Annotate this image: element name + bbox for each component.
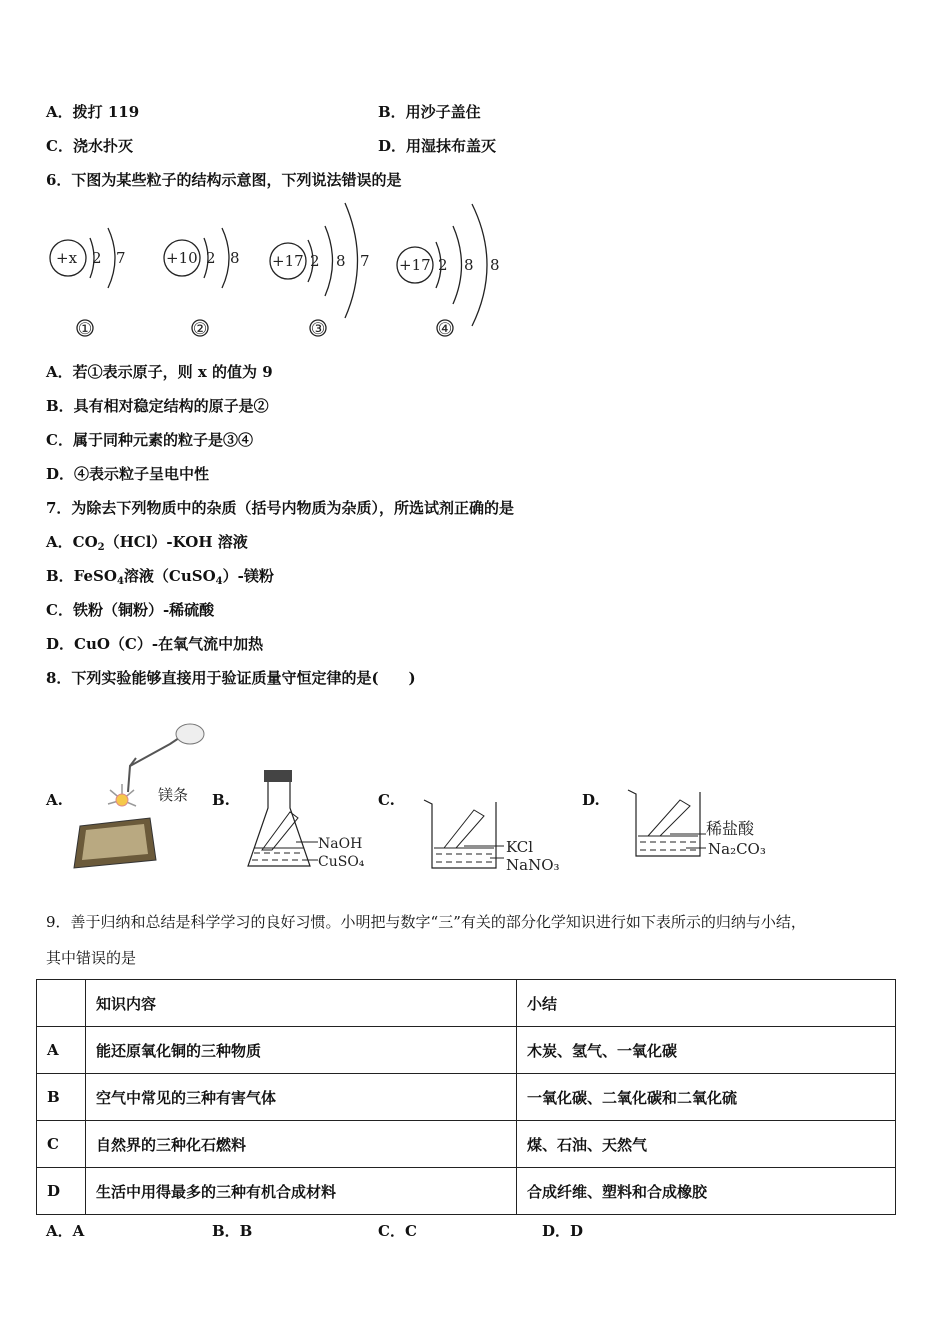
table-header-cell: 小结	[517, 980, 896, 1027]
q7-option-b	[46, 566, 274, 592]
particle-3-shell-2: 8	[336, 252, 346, 270]
q5-option-c: C．浇水扑灭	[46, 137, 133, 155]
q9-option-c: C．C	[378, 1222, 417, 1240]
q7-option-d: D．CuO（C）-在氧气流中加热	[46, 635, 264, 653]
table-cell: B	[37, 1074, 86, 1121]
particle-3-nucleus: +17	[272, 252, 304, 270]
particle-1-shell-1: 2	[92, 249, 102, 267]
q9-option-a: A．A	[46, 1222, 85, 1240]
na2co3-label: Na₂CO₃	[708, 840, 766, 858]
q8-apparatus-c	[420, 796, 570, 874]
particle-1-nucleus: +x	[56, 249, 78, 267]
q7-option-c: C．铁粉（铜粉）-稀硫酸	[46, 601, 215, 619]
q6-stem: 6．下图为某些粒子的结构示意图，下列说法错误的是	[46, 171, 402, 189]
particle-3-shell-3: 7	[360, 252, 370, 270]
table-row	[37, 1168, 896, 1215]
q8-apparatus-b	[240, 768, 380, 872]
q8-stem: 8．下列实验能够直接用于验证质量守恒定律的是( )	[46, 669, 416, 687]
table-row	[37, 1027, 896, 1074]
table-cell: 一氧化碳、二氧化碳和二氧化硫	[517, 1074, 896, 1121]
particle-2-label: ②	[192, 319, 208, 338]
particle-4-label: ④	[437, 319, 453, 338]
q7-b-sub: 4	[116, 576, 124, 587]
q6-option-d: D．④表示粒子呈电中性	[46, 465, 210, 483]
naoh-label: NaOH	[318, 836, 363, 852]
q7-a-post: （HCl）-KOH 溶液	[104, 533, 248, 551]
hcl-label: 稀盐酸	[706, 819, 755, 838]
kcl-label: KCl	[506, 838, 534, 856]
table-cell: A	[37, 1027, 86, 1074]
q7-stem: 7．为除去下列物质中的杂质（括号内物质为杂质），所选试剂正确的是	[46, 499, 514, 517]
q8-label-b: B.	[212, 791, 230, 809]
q9-option-b: B．B	[212, 1222, 253, 1240]
nano3-label: NaNO₃	[506, 856, 560, 874]
q7-b-pre: B．FeSO	[46, 567, 117, 585]
q8-label-a: A.	[46, 791, 63, 809]
particle-3-label: ③	[310, 319, 326, 338]
q5-option-a: A．拨打 119	[46, 103, 140, 121]
q5-option-b: B．用沙子盖住	[378, 103, 481, 121]
q9-stem-line2: 其中错误的是	[46, 949, 137, 967]
particle-2-shell-2: 8	[230, 249, 240, 267]
particle-2-shell-1: 2	[206, 249, 216, 267]
q6-option-b: B．具有相对稳定结构的原子是②	[46, 397, 269, 415]
particle-4-shell-3: 8	[490, 256, 500, 274]
q7-a-pre: A．CO	[46, 533, 98, 551]
cuso4-label: CuSO₄	[318, 854, 365, 870]
q7-b-post2: ）-镁粉	[222, 567, 274, 585]
particle-2-nucleus: +10	[166, 249, 198, 267]
table-cell: 自然界的三种化石燃料	[86, 1121, 517, 1168]
table-cell: D	[37, 1168, 86, 1215]
q9-option-d: D．D	[542, 1222, 584, 1240]
table-header-cell	[37, 980, 86, 1027]
table-cell: 生活中用得最多的三种有机合成材料	[86, 1168, 517, 1215]
particle-4-shell-1: 2	[438, 256, 448, 274]
table-row	[37, 1121, 896, 1168]
particle-1-label: ①	[77, 319, 93, 338]
q6-option-c: C．属于同种元素的粒子是③④	[46, 431, 253, 449]
q8-label-d: D.	[582, 791, 600, 809]
q8-apparatus-d	[624, 784, 784, 864]
table-cell: 能还原氧化铜的三种物质	[86, 1027, 517, 1074]
table-header-row	[37, 980, 896, 1027]
q7-b-sub2: 4	[215, 576, 223, 587]
table-cell: C	[37, 1121, 86, 1168]
q8-label-c: C.	[378, 791, 395, 809]
table-cell: 合成纤维、塑料和合成橡胶	[517, 1168, 896, 1215]
table-header-cell: 知识内容	[86, 980, 517, 1027]
q9-stem-line1: 9．善于归纳和总结是科学学习的良好习惯。小明把与数字“三”有关的部分化学知识进行如下表所示的归纳与小结，	[46, 913, 806, 931]
table-cell: 煤、石油、天然气	[517, 1121, 896, 1168]
q6-particle-diagrams	[40, 198, 520, 348]
mg-label: 镁条	[158, 786, 189, 804]
particle-4-nucleus: +17	[399, 256, 431, 274]
particle-3-shell-1: 2	[310, 252, 320, 270]
q7-b-post: 溶液（CuSO	[123, 567, 216, 585]
q6-option-a: A．若①表示原子，则 x 的值为 9	[46, 363, 273, 381]
table-row	[37, 1074, 896, 1121]
q9-table	[36, 979, 896, 1215]
q8-apparatus-a	[70, 718, 210, 870]
table-cell: 空气中常见的三种有害气体	[86, 1074, 517, 1121]
table-cell: 木炭、氢气、一氧化碳	[517, 1027, 896, 1074]
q7-a-sub: 2	[97, 542, 105, 553]
q7-option-a	[46, 532, 248, 558]
particle-4-shell-2: 8	[464, 256, 474, 274]
q5-option-d: D．用湿抹布盖灭	[378, 137, 497, 155]
particle-1-shell-2: 7	[116, 249, 126, 267]
